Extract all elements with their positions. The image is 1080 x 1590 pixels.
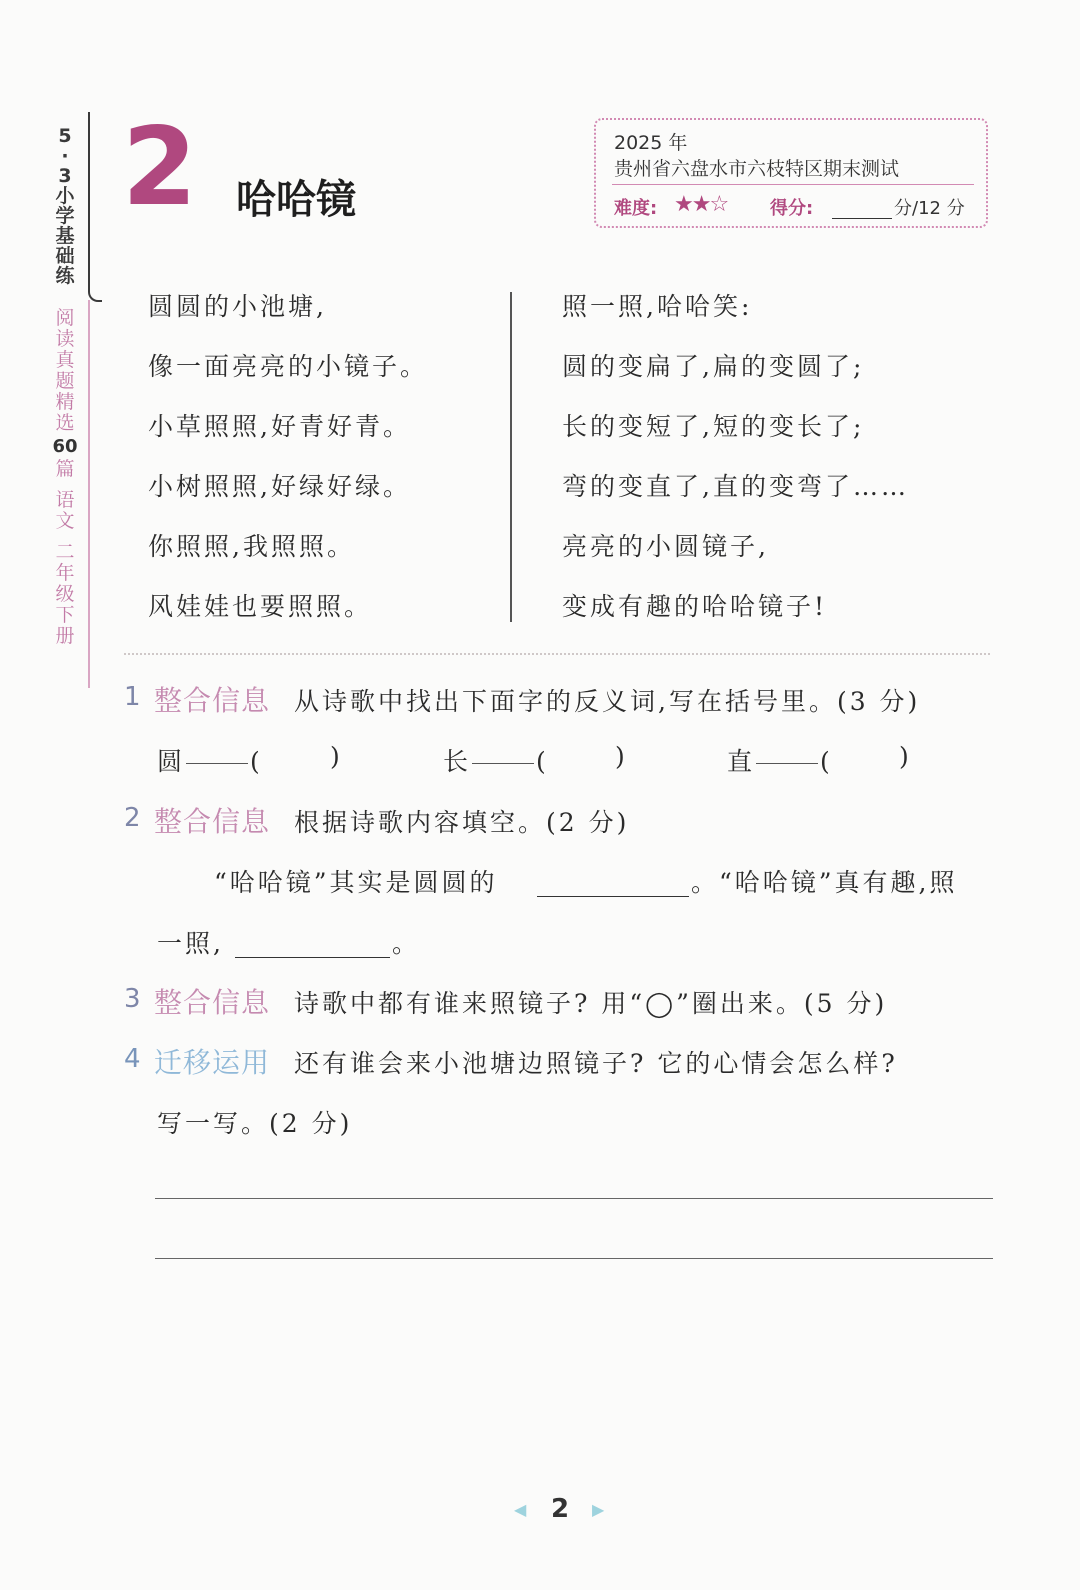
series-label: 5 · 3 小 学 基 础 练 xyxy=(55,125,75,287)
fill-text-1a: “哈哈镜”其实是圆圆的 xyxy=(214,868,498,897)
question-3-number: 3 xyxy=(124,984,141,1014)
fill-text-2b: 。 xyxy=(392,929,421,958)
info-divider xyxy=(612,184,974,185)
poem-left-column xyxy=(148,277,428,637)
question-4-text-cont: 写一写。(2 分) xyxy=(157,1109,353,1138)
poem-line: 变成有趣的哈哈镜子! xyxy=(562,592,828,621)
antonym-item-1: 圆 ( xyxy=(157,747,260,776)
fill-blank-2[interactable] xyxy=(235,957,390,958)
difficulty-stars xyxy=(674,192,727,217)
difficulty-label: 难度: xyxy=(614,198,658,219)
fill-text-1b: 。“哈哈镜”真有趣,照 xyxy=(691,868,958,897)
star-filled-icon: ★★ xyxy=(674,192,710,217)
poem-line: 弯的变直了,直的变弯了…… xyxy=(562,472,909,501)
question-2-number: 2 xyxy=(124,803,141,833)
spine-hook xyxy=(88,288,102,302)
lesson-title: 哈哈镜 xyxy=(236,177,356,223)
writing-line-1[interactable] xyxy=(155,1198,993,1199)
antonym-item-2: 长 ( xyxy=(443,747,546,776)
answer-slot-2[interactable] xyxy=(542,740,614,774)
poem-right-column xyxy=(562,277,909,637)
exam-year: 2025 年 xyxy=(614,132,688,154)
lesson-number: 2 xyxy=(122,105,198,230)
section-divider xyxy=(124,653,990,655)
poem-line: 圆的变扁了,扁的变圆了; xyxy=(562,352,865,381)
fill-text-2a: 一照, xyxy=(157,929,224,958)
poem-line: 照一照,哈哈笑: xyxy=(562,292,753,321)
question-1-text: 从诗歌中找出下面字的反义词,写在括号里。(3 分) xyxy=(294,687,921,716)
page-deco-left-icon: ◀ xyxy=(514,1500,527,1519)
score-total: 分/12 分 xyxy=(894,198,965,219)
fill-blank-1[interactable] xyxy=(537,896,689,897)
poem-line: 圆圆的小池塘, xyxy=(148,292,327,321)
paren-close: ) xyxy=(615,742,625,771)
answer-slot-1[interactable] xyxy=(256,740,328,774)
poem-line: 亮亮的小圆镜子, xyxy=(562,532,769,561)
paren-close: ) xyxy=(899,742,909,771)
info-box xyxy=(594,118,988,228)
question-1-number: 1 xyxy=(124,682,141,712)
score-label: 得分: xyxy=(770,198,814,219)
book-label: 阅 读 真 题 精 选 60 篇 语 文 二 年 级 下 册 xyxy=(52,307,78,647)
question-4-number: 4 xyxy=(124,1044,141,1074)
page-deco-right-icon: ▶ xyxy=(592,1500,605,1519)
spine-divider-pink xyxy=(88,300,90,688)
poem-line: 小草照照,好青好青。 xyxy=(148,412,411,441)
question-4-tag: 迁移运用 xyxy=(154,1046,271,1079)
question-4-text: 还有谁会来小池塘边照镜子? 它的心情会怎么样? xyxy=(294,1049,898,1078)
exam-source: 贵州省六盘水市六枝特区期末测试 xyxy=(614,158,900,180)
question-2-tag: 整合信息 xyxy=(154,805,271,838)
poem-line: 像一面亮亮的小镜子。 xyxy=(148,352,429,381)
spine-divider xyxy=(88,112,90,292)
antonym-item-3: 直 ( xyxy=(727,747,830,776)
question-2-text: 根据诗歌内容填空。(2 分) xyxy=(294,808,630,837)
poem-line: 小树照照,好绿好绿。 xyxy=(148,472,411,501)
poem-line: 你照照,我照照。 xyxy=(148,532,355,561)
poem-line: 长的变短了,短的变长了; xyxy=(562,412,865,441)
star-empty-icon: ☆ xyxy=(709,192,728,217)
question-3-tag: 整合信息 xyxy=(154,986,271,1019)
poem-divider xyxy=(510,292,512,622)
question-1-tag: 整合信息 xyxy=(154,684,271,717)
paren-close: ) xyxy=(330,742,340,771)
poem-line: 风娃娃也要照照。 xyxy=(148,592,373,621)
page-number: 2 xyxy=(550,1494,570,1524)
score-blank[interactable] xyxy=(832,218,892,219)
writing-line-2[interactable] xyxy=(155,1258,993,1259)
question-3-text: 诗歌中都有谁来照镜子? 用“◯”圈出来。(5 分) xyxy=(294,989,888,1018)
answer-slot-3[interactable] xyxy=(826,740,898,774)
